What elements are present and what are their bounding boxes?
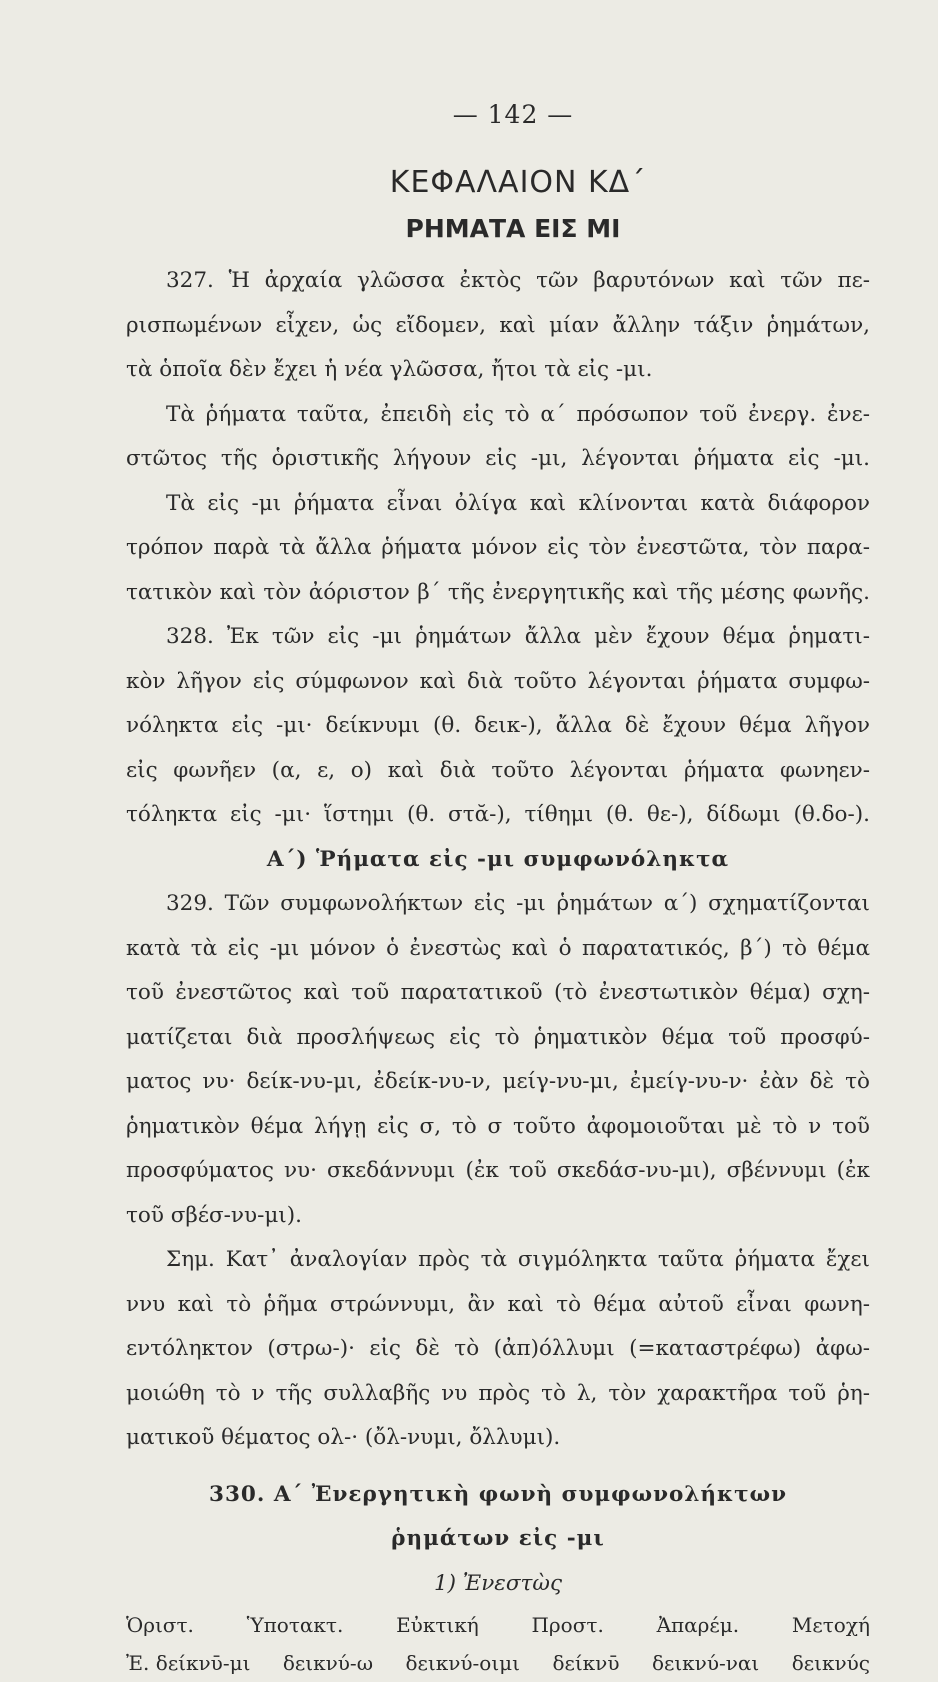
text-line: τοῦ σβέσ-νυ-μι).: [126, 1202, 302, 1228]
section-title: ΡΗΜΑΤΑ ΕΙΣ ΜΙ: [405, 214, 621, 243]
table-header: Ὁριστ.: [126, 1613, 194, 1637]
note-line: εντόληκτον (στρω-)· εἰς δὲ τὸ (ἀπ)όλλυμι (=καταστρέφω) ἀφω-: [126, 1336, 870, 1361]
subsection-heading: Α΄) Ῥήματα εἰς -μι συμφωνόληκτα: [266, 846, 730, 872]
table-header: Εὐκτική: [396, 1613, 479, 1637]
page-number: — 142 —: [452, 100, 574, 129]
text-line: ματίζεται διὰ προσλήψεως εἰς τὸ ῥηματικὸν θέμα τοῦ προσφύ-: [126, 1024, 870, 1050]
chapter-heading: ΚΕΦΑΛΑΙΟΝ ΚΔ΄: [389, 165, 647, 200]
text-line: στῶτος τῆς ὁριστικῆς λήγουν εἰς -μι, λέγονται ῥήματα εἰς -μι.: [126, 446, 870, 471]
spacer: [126, 1461, 870, 1473]
text-line: νόληκτα εἰς -μι· δείκνυμι (θ. δεικ-), ἄλλα δὲ ἔχουν θέμα λῆγον: [126, 713, 870, 738]
table-cell: δεικνύς: [791, 1651, 870, 1675]
text-line: 327. Ἡ ἀρχαία γλῶσσα ἐκτὸς τῶν βαρυτόνων καὶ τῶν πε-: [166, 268, 870, 293]
text-line: ῥηματικὸν θέμα λήγῃ εἰς σ, τὸ σ τοῦτο ἀφομοιοῦται μὲ τὸ ν τοῦ: [126, 1113, 870, 1139]
text-line: ρισπωμένων εἶχεν, ὡς εἴδομεν, καὶ μίαν ἄλλην τάξιν ῥημάτων,: [126, 312, 870, 338]
text-body: [126, 259, 870, 1606]
text-line: 329. Τῶν συμφωνολήκτων εἰς -μι ῥημάτων α΄) σχηματίζονται: [166, 891, 870, 916]
text-line: τρόπον παρὰ τὰ ἄλλα ῥήματα μόνον εἰς τὸν ἐνεστῶτα, τὸν παρα-: [126, 535, 870, 560]
table-cell: δεικνύ-οιμι: [405, 1651, 520, 1675]
text-line: τὰ ὁποῖα δὲν ἔχει ἡ νέα γλῶσσα, ἤτοι τὰ εἰς -μι.: [126, 357, 653, 382]
note-line: ννυ καὶ τὸ ῥῆμα στρώννυμι, ἂν καὶ τὸ θέμα αὐτοῦ εἶναι φωνη-: [126, 1291, 870, 1317]
text-line: τοῦ ἐνεστῶτος καὶ τοῦ παρατατικοῦ (τὸ ἐνεστωτικὸν θέμα) σχη-: [126, 980, 870, 1005]
table-header-row: [126, 1606, 870, 1644]
text-line: προσφύματος νυ· σκεδάννυμι (ἐκ τοῦ σκεδάσ-νυ-μι), σβέννυμι (ἐκ: [126, 1158, 870, 1183]
subsection-heading: ῥημάτων εἰς -μι: [391, 1526, 605, 1551]
text-line: ματος νυ· δείκ-νυ-μι, ἐδείκ-νυ-ν, μείγ-νυ-μι, ἐμείγ-νυ-ν· ἐὰν δὲ τὸ: [126, 1069, 870, 1094]
table-cell: δείκνῡ: [552, 1651, 620, 1675]
text-line: κατὰ τὰ εἰς -μι μόνον ὁ ἐνεστὼς καὶ ὁ παρατατικός, β΄) τὸ θέμα: [126, 935, 870, 961]
text-line: τόληκτα εἰς -μι· ἵστημι (θ. στᾰ-), τίθημι (θ. θε-), δίδωμι (θ.δο-).: [126, 802, 870, 827]
table-cell: Ἐ. δείκνῡ-μι: [126, 1651, 251, 1675]
table-row: [126, 1644, 870, 1682]
table-cell: δεικνύ-ω: [282, 1651, 374, 1675]
table-cell: δεικνύ-ναι: [651, 1651, 760, 1675]
text-line: Τὰ ῥήματα ταῦτα, ἐπειδὴ εἰς τὸ α΄ πρόσωπον τοῦ ἐνεργ. ἐνε-: [166, 401, 870, 427]
subsection-heading: 330. Α΄ Ἐνεργητικὴ φωνὴ συμφωνολήκτων: [208, 1481, 788, 1507]
note-line: Σημ. Κατ᾿ ἀναλογίαν πρὸς τὰ σιγμόληκτα ταῦτα ῥήματα ἔχει: [166, 1247, 870, 1272]
text-line: εἰς φωνῆεν (α, ε, ο) καὶ διὰ τοῦτο λέγονται ῥήματα φωνηεν-: [126, 757, 870, 783]
text-line: Τὰ εἰς -μι ῥήματα εἶναι ὀλίγα καὶ κλίνονται κατὰ διάφορον: [166, 490, 870, 516]
tense-heading: 1) Ἐνεστὼς: [434, 1570, 562, 1596]
table-header: Προστ.: [531, 1613, 604, 1637]
text-line: 328. Ἐκ τῶν εἰς -μι ῥημάτων ἄλλα μὲν ἔχουν θέμα ῥηματι-: [166, 624, 870, 649]
table-header: Ἀπαρέμ.: [656, 1613, 740, 1637]
table-header: Ὑποτακτ.: [246, 1613, 344, 1637]
table-header: Μετοχή: [791, 1613, 870, 1637]
text-line: κὸν λῆγον εἰς σύμφωνον καὶ διὰ τοῦτο λέγονται ῥήματα συμφω-: [126, 668, 870, 694]
note-line: ματικοῦ θέματος ολ-· (ὄλ-νυμι, ὄλλυμι).: [126, 1425, 561, 1450]
conjugation-table: [126, 1606, 870, 1682]
text-line: τατικὸν καὶ τὸν ἀόριστον β΄ τῆς ἐνεργητικῆς καὶ τῆς μέσης φωνῆς.: [126, 579, 870, 605]
note-line: μοιώθη τὸ ν τῆς συλλαβῆς νυ πρὸς τὸ λ, τὸν χαρακτῆρα τοῦ ῥη-: [126, 1380, 870, 1406]
